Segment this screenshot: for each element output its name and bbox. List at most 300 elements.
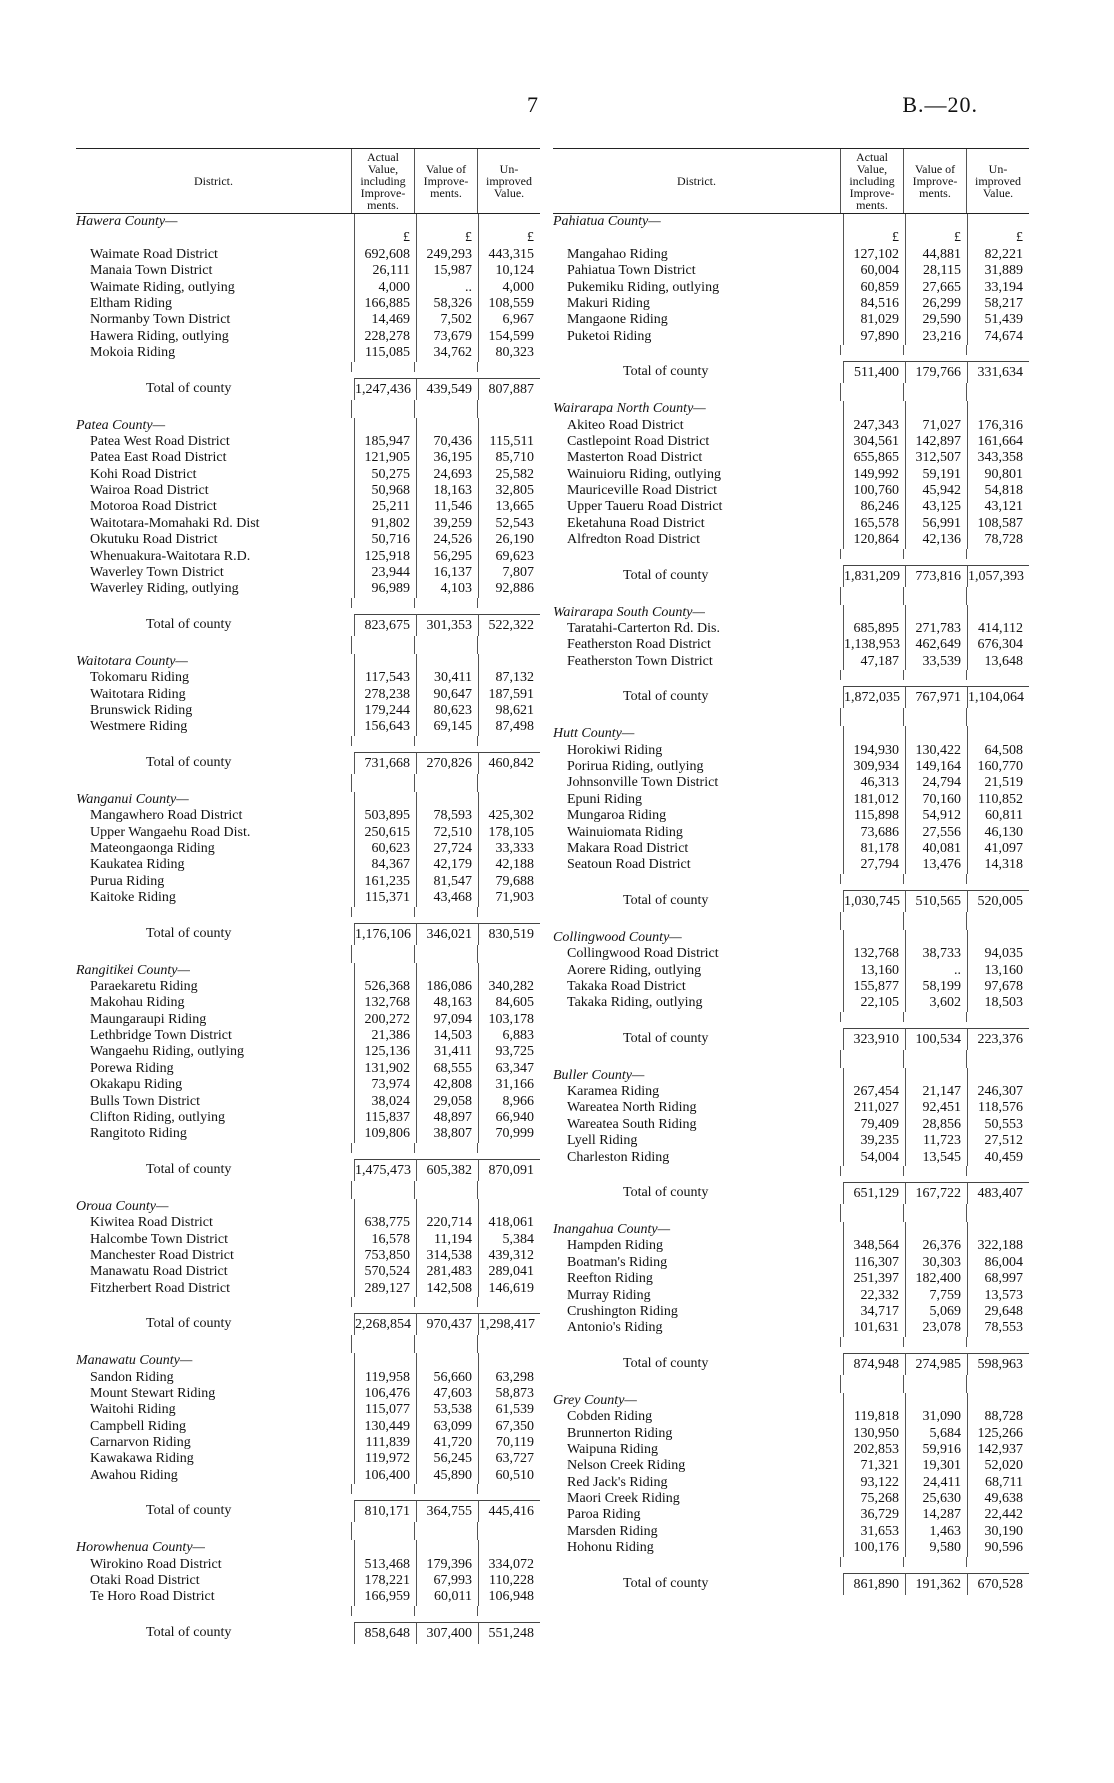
table-row xyxy=(553,792,1029,808)
improvements-cell: 25,630 xyxy=(905,1491,967,1507)
district-name: Bulls Town District xyxy=(90,1093,200,1109)
improvements-cell: 44,881 xyxy=(905,247,967,263)
table-row xyxy=(76,719,540,735)
table-row xyxy=(553,841,1029,857)
section-gap xyxy=(76,1143,540,1153)
improvements-cell: 18,163 xyxy=(416,483,478,499)
gap-cell xyxy=(903,1557,966,1567)
gap-cell xyxy=(966,1337,1029,1347)
improvements-cell: 39,259 xyxy=(416,516,478,532)
district-name: Eketahuna Road District xyxy=(567,515,705,531)
table-row xyxy=(76,1215,540,1231)
total-label: Total of county xyxy=(623,892,709,908)
table-row xyxy=(76,1370,540,1386)
unimproved-cell: 676,304 xyxy=(967,637,1029,653)
gap-cell xyxy=(76,907,351,917)
actual-value-cell: 194,930 xyxy=(843,743,905,759)
total-actual-value-cell: 1,247,436 xyxy=(354,378,416,400)
actual-value-cell: 47,187 xyxy=(843,654,905,670)
improvements-cell: 41,720 xyxy=(416,1435,478,1451)
county-section xyxy=(76,1335,540,1522)
total-actual-value-cell: 511,400 xyxy=(843,361,905,383)
improvements-cell: 38,807 xyxy=(416,1126,478,1142)
actual-value-cell: 39,235 xyxy=(843,1133,905,1149)
table-row xyxy=(76,230,540,246)
gap-cell xyxy=(840,1204,903,1222)
gap-cell xyxy=(903,1204,966,1222)
unimproved-cell: 154,599 xyxy=(478,329,540,345)
district-name: Patea West Road District xyxy=(90,433,230,449)
improvements-cell: 13,476 xyxy=(905,857,967,873)
district-name: Paraekaretu Riding xyxy=(90,978,198,994)
district-name: Porirua Riding, outlying xyxy=(567,758,704,774)
improvements-cell: 11,723 xyxy=(905,1133,967,1149)
gap-cell xyxy=(414,1335,477,1353)
district-name: Wareatea South Riding xyxy=(567,1116,697,1132)
gap-cell xyxy=(553,1557,840,1567)
unimproved-cell: 289,041 xyxy=(478,1264,540,1280)
unimproved-cell: 5,384 xyxy=(478,1232,540,1248)
county-total-row xyxy=(553,565,1029,587)
improvements-cell: 59,191 xyxy=(905,467,967,483)
gap-cell xyxy=(840,1166,903,1176)
unimproved-cell: 322,188 xyxy=(967,1238,1029,1254)
actual-value-cell: 73,686 xyxy=(843,825,905,841)
unimproved-cell: 14,318 xyxy=(967,857,1029,873)
table-row xyxy=(553,1255,1029,1271)
improvements-cell: 70,436 xyxy=(416,434,478,450)
gap-cell xyxy=(903,587,966,605)
district-name: Fitzherbert Road District xyxy=(90,1280,230,1296)
actual-value-cell: 60,859 xyxy=(843,280,905,296)
improvements-cell: 142,897 xyxy=(905,434,967,450)
total-actual-value-cell: 861,890 xyxy=(843,1573,905,1595)
actual-value-cell: 54,004 xyxy=(843,1150,905,1166)
unimproved-cell: 87,132 xyxy=(478,670,540,686)
empty-cell xyxy=(967,214,1029,230)
gap-cell xyxy=(553,708,840,726)
district-name: Hohonu Riding xyxy=(567,1540,654,1556)
total-actual-value-cell: 1,176,106 xyxy=(354,923,416,945)
actual-value-cell: 348,564 xyxy=(843,1238,905,1254)
improvements-cell: 27,556 xyxy=(905,825,967,841)
district-name: Halcombe Town District xyxy=(90,1231,228,1247)
section-gap xyxy=(76,362,540,372)
actual-value-header: Actual Value, including Improve- ments. xyxy=(351,149,414,213)
gap-cell xyxy=(76,945,351,963)
gap-cell xyxy=(477,907,540,917)
unimproved-cell: 13,160 xyxy=(967,963,1029,979)
improvements-cell: 7,502 xyxy=(416,312,478,328)
actual-value-cell: 21,386 xyxy=(354,1028,416,1044)
county-total-row xyxy=(76,752,540,774)
district-name: Te Horo Road District xyxy=(90,1589,215,1605)
unimproved-cell: 108,587 xyxy=(967,516,1029,532)
improvements-cell: 28,115 xyxy=(905,263,967,279)
actual-value-cell: 79,409 xyxy=(843,1117,905,1133)
district-name: Normanby Town District xyxy=(90,312,231,328)
gap-cell xyxy=(553,670,840,680)
unimproved-cell: 86,004 xyxy=(967,1255,1029,1271)
actual-value-cell: 50,716 xyxy=(354,532,416,548)
table-row xyxy=(553,263,1029,279)
table-row xyxy=(553,1540,1029,1556)
county-title-row xyxy=(76,1540,540,1556)
empty-cell xyxy=(478,1540,540,1556)
county-section xyxy=(553,214,1029,383)
county-total-row xyxy=(553,890,1029,912)
gap-cell xyxy=(477,736,540,746)
table-row xyxy=(76,1589,540,1605)
district-name: Porewa Riding xyxy=(90,1060,174,1076)
improvements-cell: 24,794 xyxy=(905,775,967,791)
unimproved-cell: 74,674 xyxy=(967,329,1029,345)
improvements-cell: 58,199 xyxy=(905,979,967,995)
empty-cell xyxy=(354,963,416,979)
gap-cell xyxy=(414,736,477,746)
empty-cell xyxy=(967,605,1029,621)
unimproved-cell: 54,818 xyxy=(967,483,1029,499)
table-row xyxy=(76,1012,540,1028)
gap-cell xyxy=(553,1166,840,1176)
improvements-cell: 34,762 xyxy=(416,345,478,361)
section-gap xyxy=(76,1484,540,1494)
section-gap xyxy=(553,1012,1029,1022)
unimproved-cell: 142,937 xyxy=(967,1442,1029,1458)
unimproved-cell: 88,728 xyxy=(967,1409,1029,1425)
gap-cell xyxy=(414,1606,477,1616)
total-unimproved-cell: 551,248 xyxy=(478,1622,540,1644)
district-name: Waverley Riding, outlying xyxy=(90,581,239,597)
district-name xyxy=(553,230,843,246)
empty-cell xyxy=(843,401,905,417)
district-name: Alfredton Road District xyxy=(567,532,700,548)
improvements-cell: 3,602 xyxy=(905,995,967,1011)
district-header: District. xyxy=(677,174,716,188)
county-total-row xyxy=(553,686,1029,708)
gap-cell xyxy=(76,1143,351,1153)
improvements-cell: 5,684 xyxy=(905,1426,967,1442)
table-row xyxy=(553,1409,1029,1425)
table-row xyxy=(76,345,540,361)
unimproved-cell: 90,801 xyxy=(967,467,1029,483)
empty-cell xyxy=(905,401,967,417)
section-gap xyxy=(76,774,540,792)
unimproved-cell: 7,807 xyxy=(478,565,540,581)
improvements-cell: 7,759 xyxy=(905,1288,967,1304)
actual-value-cell: 93,122 xyxy=(843,1475,905,1491)
gap-cell xyxy=(76,736,351,746)
table-row xyxy=(76,450,540,466)
gap-cell xyxy=(76,362,351,372)
total-actual-value-cell: 1,475,473 xyxy=(354,1159,416,1181)
table-row xyxy=(553,1426,1029,1442)
unimproved-cell: 343,358 xyxy=(967,450,1029,466)
district-name: Pukemiku Riding, outlying xyxy=(567,279,720,295)
improvements-cell: 33,539 xyxy=(905,654,967,670)
table-row xyxy=(76,1435,540,1451)
county-section xyxy=(76,945,540,1181)
actual-value-cell: 692,608 xyxy=(354,247,416,263)
total-unimproved-cell: 830,519 xyxy=(478,923,540,945)
unimproved-cell: 94,035 xyxy=(967,946,1029,962)
actual-value-cell: 185,947 xyxy=(354,434,416,450)
empty-cell xyxy=(354,1199,416,1215)
table-row xyxy=(553,516,1029,532)
improvements-cell: 90,647 xyxy=(416,687,478,703)
table-row xyxy=(76,1044,540,1060)
improvements-cell: 186,086 xyxy=(416,979,478,995)
improvements-cell: 63,099 xyxy=(416,1419,478,1435)
unimproved-cell: 50,553 xyxy=(967,1117,1029,1133)
actual-value-cell: 309,934 xyxy=(843,759,905,775)
unimproved-cell: 414,112 xyxy=(967,621,1029,637)
district-name: Boatman's Riding xyxy=(567,1254,668,1270)
table-row xyxy=(76,1402,540,1418)
table-row xyxy=(76,1419,540,1435)
district-name: Hampden Riding xyxy=(567,1238,664,1254)
total-actual-value-cell: 1,831,209 xyxy=(843,565,905,587)
gap-cell xyxy=(414,1181,477,1199)
table-row xyxy=(553,621,1029,637)
improvements-cell: 30,303 xyxy=(905,1255,967,1271)
unimproved-cell: 125,266 xyxy=(967,1426,1029,1442)
empty-cell xyxy=(905,930,967,946)
total-label: Total of county xyxy=(146,1316,232,1332)
gap-cell xyxy=(351,636,414,654)
total-improvements-cell: 773,816 xyxy=(905,565,967,587)
total-unimproved-cell: 1,298,417 xyxy=(478,1313,540,1335)
improvements-cell: 56,295 xyxy=(416,549,478,565)
improvements-cell: 78,593 xyxy=(416,808,478,824)
section-gap xyxy=(76,1335,540,1353)
actual-value-cell: 250,615 xyxy=(354,825,416,841)
table-row xyxy=(76,825,540,841)
improvements-cell: 462,649 xyxy=(905,637,967,653)
county-section xyxy=(553,708,1029,912)
actual-value-cell: 120,864 xyxy=(843,532,905,548)
improvements-cell: 47,603 xyxy=(416,1386,478,1402)
unimproved-cell: 82,221 xyxy=(967,247,1029,263)
unimproved-cell: 52,543 xyxy=(478,516,540,532)
county-title: Inangahua County— xyxy=(553,1222,671,1238)
total-label: Total of county xyxy=(146,1161,232,1177)
total-actual-value-cell: 823,675 xyxy=(354,614,416,636)
total-improvements-cell: 439,549 xyxy=(416,378,478,400)
improvements-cell: 43,468 xyxy=(416,890,478,906)
document-reference: B.—20. xyxy=(902,92,978,117)
county-title: Collingwood County— xyxy=(553,929,682,945)
actual-value-cell: 25,211 xyxy=(354,499,416,515)
section-gap xyxy=(76,1297,540,1307)
gap-cell xyxy=(414,400,477,418)
county-section xyxy=(553,1204,1029,1375)
actual-value-cell: 23,944 xyxy=(354,565,416,581)
county-title-row xyxy=(76,1199,540,1215)
district-name: Mangaone Riding xyxy=(567,312,668,328)
gap-cell xyxy=(351,1143,414,1153)
improvements-header: Value of Improve- ments. xyxy=(903,149,966,213)
county-section xyxy=(76,400,540,636)
total-improvements-cell: 301,353 xyxy=(416,614,478,636)
table-row xyxy=(553,759,1029,775)
district-name: Patea East Road District xyxy=(90,450,227,466)
gap-cell xyxy=(477,1484,540,1494)
page-number: 7 xyxy=(527,92,538,117)
actual-value-cell: 125,918 xyxy=(354,549,416,565)
actual-value-cell: 526,368 xyxy=(354,979,416,995)
actual-value-cell: 211,027 xyxy=(843,1100,905,1116)
unimproved-cell: 43,121 xyxy=(967,499,1029,515)
improvements-cell: 14,503 xyxy=(416,1028,478,1044)
table-row xyxy=(76,296,540,312)
unimproved-cell: 90,596 xyxy=(967,1540,1029,1556)
actual-value-cell: 100,176 xyxy=(843,1540,905,1556)
table-row xyxy=(76,1264,540,1280)
district-name: Waipuna Riding xyxy=(567,1441,659,1457)
table-row xyxy=(553,1320,1029,1336)
district-name: Marsden Riding xyxy=(567,1523,658,1539)
empty-cell xyxy=(416,963,478,979)
district-name: Takaka Road District xyxy=(567,978,686,994)
gap-cell xyxy=(966,345,1029,355)
table-row xyxy=(76,532,540,548)
gap-cell xyxy=(553,1375,840,1393)
district-name: Westmere Riding xyxy=(90,719,188,735)
actual-value-header: Actual Value, including Improve- ments. xyxy=(840,149,903,213)
unimproved-cell: 71,903 xyxy=(478,890,540,906)
county-total-row xyxy=(553,1182,1029,1204)
table-row xyxy=(76,516,540,532)
district-name: Wairoa Road District xyxy=(90,483,209,499)
gap-cell xyxy=(553,1337,840,1347)
empty-cell xyxy=(478,214,540,230)
district-name: Seatoun Road District xyxy=(567,857,691,873)
table-row xyxy=(553,329,1029,345)
section-gap xyxy=(76,598,540,608)
unimproved-cell: 106,948 xyxy=(478,1589,540,1605)
actual-value-cell: 289,127 xyxy=(354,1281,416,1297)
gap-cell xyxy=(477,400,540,418)
total-improvements-cell: 364,755 xyxy=(416,1500,478,1522)
district-name: Maungaraupi Riding xyxy=(90,1011,207,1027)
gap-cell xyxy=(903,1375,966,1393)
actual-value-cell: 655,865 xyxy=(843,450,905,466)
empty-cell xyxy=(478,792,540,808)
improvements-cell: 5,069 xyxy=(905,1304,967,1320)
gap-cell xyxy=(477,1522,540,1540)
total-unimproved-cell: 331,634 xyxy=(967,361,1029,383)
gap-cell xyxy=(351,736,414,746)
unimproved-cell: 13,665 xyxy=(478,499,540,515)
county-title-row xyxy=(553,1068,1029,1084)
gap-cell xyxy=(414,1484,477,1494)
unimproved-cell: 110,228 xyxy=(478,1573,540,1589)
gap-cell xyxy=(553,874,840,884)
actual-value-cell: 86,246 xyxy=(843,499,905,515)
total-improvements-cell: 346,021 xyxy=(416,923,478,945)
improvements-cell: 58,326 xyxy=(416,296,478,312)
actual-value-cell: 84,516 xyxy=(843,296,905,312)
gap-cell xyxy=(477,1143,540,1153)
district-name: Paroa Riding xyxy=(567,1507,641,1523)
actual-value-cell: £ xyxy=(354,230,416,246)
empty-cell xyxy=(843,1068,905,1084)
table-row xyxy=(76,1094,540,1110)
gap-cell xyxy=(414,636,477,654)
unimproved-cell: 68,997 xyxy=(967,1271,1029,1287)
unimproved-cell: 30,190 xyxy=(967,1524,1029,1540)
improvements-cell: .. xyxy=(905,963,967,979)
improvements-cell: 29,590 xyxy=(905,312,967,328)
gap-cell xyxy=(903,670,966,680)
district-header: District. xyxy=(194,174,233,188)
actual-value-cell: 26,111 xyxy=(354,263,416,279)
unimproved-cell: £ xyxy=(478,230,540,246)
empty-cell xyxy=(354,792,416,808)
actual-value-cell: 156,643 xyxy=(354,719,416,735)
empty-cell xyxy=(905,1068,967,1084)
section-gap xyxy=(553,1375,1029,1393)
improvements-cell: £ xyxy=(416,230,478,246)
unimproved-cell: 443,315 xyxy=(478,247,540,263)
county-title: Wairarapa North County— xyxy=(553,401,706,417)
unimproved-cell: 22,442 xyxy=(967,1507,1029,1523)
table-row xyxy=(76,1451,540,1467)
table-row xyxy=(76,1573,540,1589)
county-title: Horowhenua County— xyxy=(76,1540,205,1556)
table-row xyxy=(553,1442,1029,1458)
district-name: Mokoia Riding xyxy=(90,345,176,361)
improvements-cell: 29,058 xyxy=(416,1094,478,1110)
actual-value-cell: 115,371 xyxy=(354,890,416,906)
improvements-cell: 19,301 xyxy=(905,1458,967,1474)
table-row xyxy=(76,312,540,328)
county-total-row xyxy=(76,614,540,636)
table-row xyxy=(553,808,1029,824)
table-row xyxy=(553,775,1029,791)
district-name: Reefton Riding xyxy=(567,1271,653,1287)
section-gap xyxy=(553,345,1029,355)
district-name: Johnsonville Town District xyxy=(567,775,719,791)
unimproved-cell: 60,510 xyxy=(478,1468,540,1484)
actual-value-cell: 181,012 xyxy=(843,792,905,808)
total-unimproved-cell: 1,057,393 xyxy=(967,565,1029,587)
unimproved-cell: 49,638 xyxy=(967,1491,1029,1507)
unimproved-cell: 115,511 xyxy=(478,434,540,450)
county-title-row xyxy=(76,1353,540,1369)
actual-value-cell: 115,837 xyxy=(354,1110,416,1126)
table-row xyxy=(553,450,1029,466)
table-row xyxy=(553,1133,1029,1149)
section-gap xyxy=(553,708,1029,726)
improvements-cell: 24,526 xyxy=(416,532,478,548)
district-name: Purua Riding xyxy=(90,873,165,889)
improvements-cell: 31,411 xyxy=(416,1044,478,1060)
unimproved-cell: 146,619 xyxy=(478,1281,540,1297)
actual-value-cell: 228,278 xyxy=(354,329,416,345)
left-table xyxy=(76,148,540,1644)
total-label: Total of county xyxy=(623,689,709,705)
empty-cell xyxy=(478,1199,540,1215)
district-name: Featherston Road District xyxy=(567,637,711,653)
improvements-cell: 142,508 xyxy=(416,1281,478,1297)
county-section xyxy=(553,1050,1029,1204)
unimproved-cell: 160,770 xyxy=(967,759,1029,775)
gap-cell xyxy=(553,1050,840,1068)
empty-cell xyxy=(843,726,905,742)
improvements-cell: 271,783 xyxy=(905,621,967,637)
